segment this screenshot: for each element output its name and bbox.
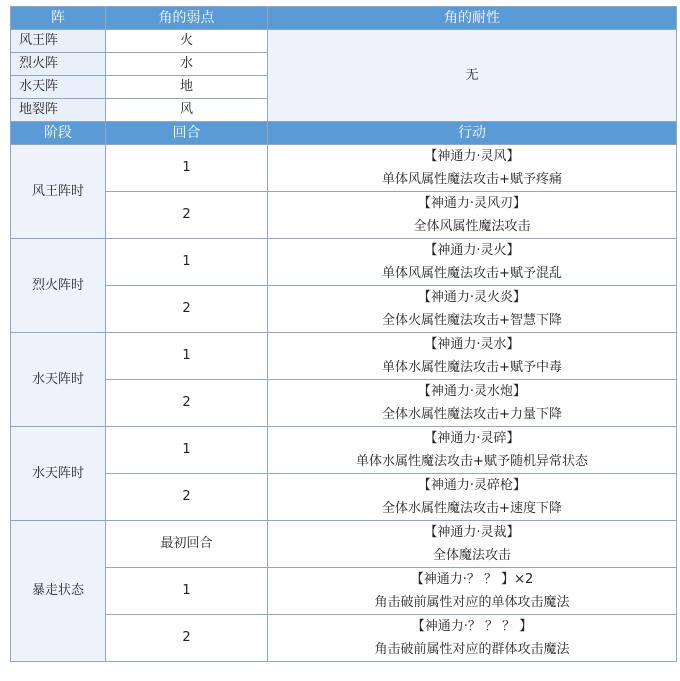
skill-name: 【神通力·？ ？ 】×2	[410, 572, 534, 587]
weakness-header-row	[11, 7, 677, 30]
formation-name: 地裂阵	[11, 99, 106, 122]
round-cell: 1	[106, 333, 268, 380]
phase-name: 暴走状态	[11, 521, 106, 662]
skill-description: 全体水属性魔法攻击+速度下降	[382, 501, 562, 516]
round-cell: 2	[106, 474, 268, 521]
action-row	[11, 521, 677, 568]
phase-name: 水天阵时	[11, 427, 106, 521]
round-cell: 1	[106, 145, 268, 192]
action-row	[11, 380, 677, 427]
skill-description: 角击破前属性对应的单体攻击魔法	[374, 595, 570, 610]
formation-row	[11, 30, 677, 53]
phase-name: 烈火阵时	[11, 239, 106, 333]
skill-name: 【神通力·？ ？ ？ 】	[411, 619, 533, 634]
action-row	[11, 615, 677, 662]
round-cell: 2	[106, 380, 268, 427]
action-row	[11, 192, 677, 239]
skill-description: 单体风属性魔法攻击+赋予混乱	[382, 266, 562, 281]
formation-name: 烈火阵	[11, 53, 106, 76]
skill-description: 单体水属性魔法攻击+赋予随机异常状态	[356, 454, 588, 469]
action-row	[11, 474, 677, 521]
action-row	[11, 568, 677, 615]
round-cell: 最初回合	[106, 521, 268, 568]
action-cell	[268, 333, 677, 380]
skill-name: 【神通力·灵水炮】	[417, 384, 527, 399]
skill-name: 【神通力·灵火炎】	[417, 290, 527, 305]
round-cell: 1	[106, 568, 268, 615]
round-cell: 2	[106, 615, 268, 662]
weakness-header: 角的弱点	[106, 7, 268, 30]
round-cell: 1	[106, 427, 268, 474]
action-row	[11, 239, 677, 286]
action-cell	[268, 474, 677, 521]
action-cell	[268, 521, 677, 568]
skill-description: 单体水属性魔法攻击+赋予中毒	[382, 360, 562, 375]
boss-info-table	[10, 6, 677, 662]
round-cell: 2	[106, 192, 268, 239]
skill-name: 【神通力·灵裁】	[424, 525, 520, 540]
action-row	[11, 333, 677, 380]
action-cell	[268, 568, 677, 615]
formation-weakness: 水	[106, 53, 268, 76]
formation-name: 风王阵	[11, 30, 106, 53]
resistance-value: 无	[268, 30, 677, 122]
round-cell: 2	[106, 286, 268, 333]
skill-description: 全体水属性魔法攻击+力量下降	[382, 407, 562, 422]
action-cell	[268, 239, 677, 286]
formation-header: 阵	[11, 7, 106, 30]
phase-header: 阶段	[11, 122, 106, 145]
skill-name: 【神通力·灵风】	[424, 149, 520, 164]
skill-description: 全体风属性魔法攻击	[413, 219, 531, 234]
skill-name: 【神通力·灵风刃】	[417, 196, 527, 211]
formation-weakness: 风	[106, 99, 268, 122]
round-cell: 1	[106, 239, 268, 286]
phase-name: 水天阵时	[11, 333, 106, 427]
action-cell	[268, 427, 677, 474]
formation-name: 水天阵	[11, 76, 106, 99]
skill-description: 全体火属性魔法攻击+智慧下降	[382, 313, 562, 328]
phase-name: 风王阵时	[11, 145, 106, 239]
skill-description: 全体魔法攻击	[432, 548, 511, 563]
action-cell	[268, 380, 677, 427]
skill-name: 【神通力·灵火】	[424, 243, 520, 258]
action-header: 行动	[268, 122, 677, 145]
skill-name: 【神通力·灵碎枪】	[417, 478, 527, 493]
skill-name: 【神通力·灵碎】	[424, 431, 520, 446]
action-cell	[268, 145, 677, 192]
skill-description: 角击破前属性对应的群体攻击魔法	[374, 642, 570, 657]
round-header: 回合	[106, 122, 268, 145]
resistance-header: 角的耐性	[268, 7, 677, 30]
action-cell	[268, 615, 677, 662]
action-row	[11, 427, 677, 474]
formation-weakness: 地	[106, 76, 268, 99]
skill-name: 【神通力·灵水】	[424, 337, 520, 352]
skill-description: 单体风属性魔法攻击+赋予疼痛	[382, 172, 562, 187]
action-row	[11, 286, 677, 333]
action-cell	[268, 286, 677, 333]
action-row	[11, 145, 677, 192]
action-header-row	[11, 122, 677, 145]
action-cell	[268, 192, 677, 239]
formation-weakness: 火	[106, 30, 268, 53]
